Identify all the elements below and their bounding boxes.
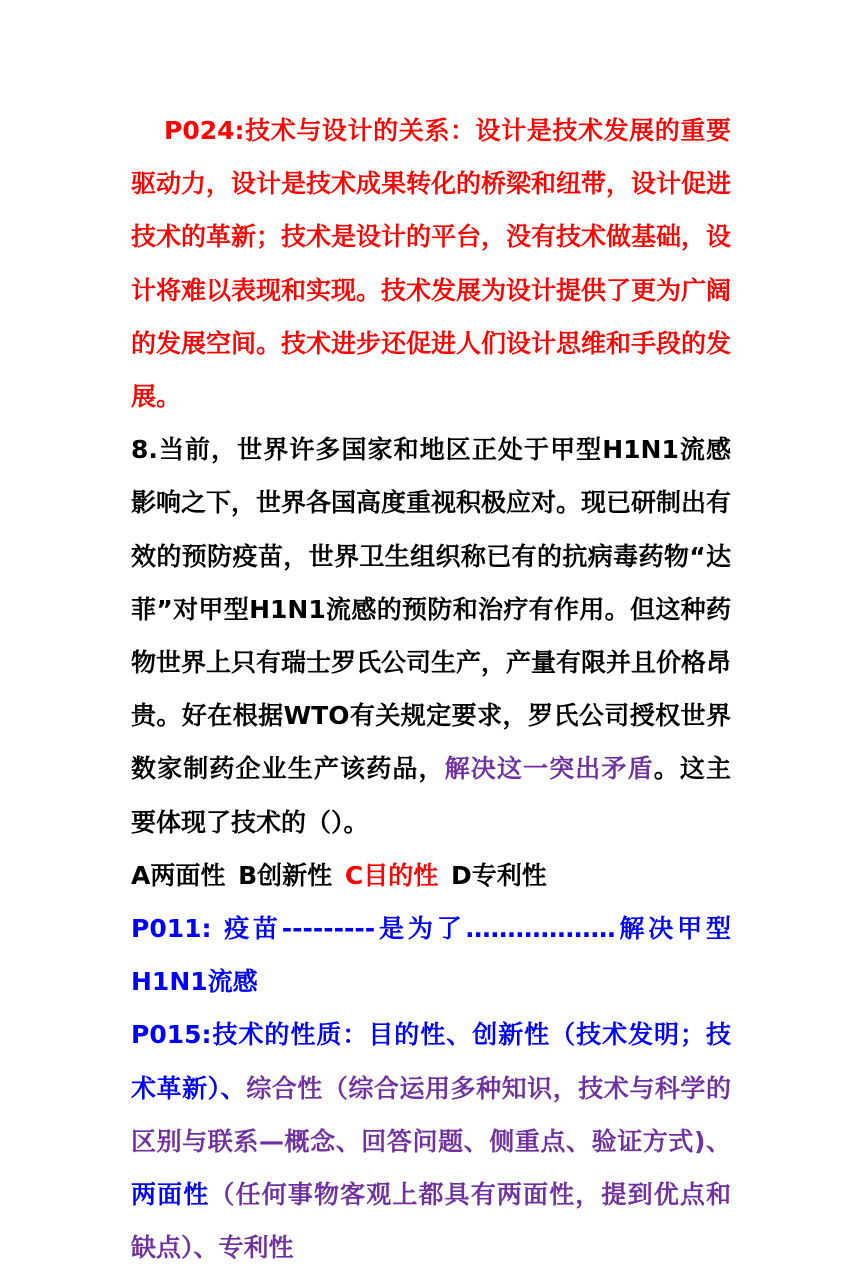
p015-paragraph bbox=[131, 1008, 731, 1274]
choice-b: B创新性 bbox=[238, 860, 333, 890]
question-highlight: 解决这一突出矛盾 bbox=[444, 754, 654, 784]
choices-line bbox=[131, 849, 731, 902]
question-paragraph bbox=[131, 423, 731, 849]
choice-c: C目的性 bbox=[344, 860, 439, 890]
question-text-part1: 8.当前，世界许多国家和地区正处于甲型H1N1流感影响之下，世界各国高度重视积极应对。现已研制出有效的预防疫苗，世界卫生组织称已有的抗病毒药物“达菲”对甲型H1N1流感的预防和治疗有作用。但这种药物世界上只有瑞士罗氏公司生产，产量有限并且价格昂贵。好在根据WTO有关规定要求，罗氏公司授权世界数家制药企业生产该药品， bbox=[131, 435, 732, 784]
choice-a: A两面性 bbox=[131, 860, 226, 890]
p011-paragraph bbox=[131, 902, 731, 1008]
question-text-part2: 。这主要体现了技术的（）。 bbox=[131, 754, 731, 837]
p015-comprehensive: 综合性（综合运用多种知识，技术与科学的区别与联系—概念、回答问题、侧重点、验证方式)、 bbox=[131, 1073, 731, 1156]
p011-text: P011: 疫苗---------是为了………………解决甲型H1N1流感 bbox=[131, 914, 731, 997]
p015-patent: 、专利性 bbox=[193, 1233, 294, 1263]
p024-text: P024:技术与设计的关系：设计是技术发展的重要驱动力，设计是技术成果转化的桥梁和纽带，设计促进技术的革新；技术是设计的平台，没有技术做基础，设计将难以表现和实现。技术发展为设计提供了更为广阔的发展空间。技术进步还促进人们设计思维和手段的发展。 bbox=[131, 116, 732, 412]
p024-paragraph bbox=[131, 104, 731, 423]
choice-d: D专利性 bbox=[450, 860, 547, 890]
p015-two-sided-detail: （任何事物客观上都具有两面性，提到优点和缺点） bbox=[131, 1180, 731, 1263]
document-body bbox=[131, 104, 731, 1274]
p015-label: P015:技术的性质：目的性、创新性（技术发明；技术革新）、 bbox=[131, 1020, 731, 1103]
p015-two-sided: 两面性 bbox=[131, 1180, 210, 1210]
